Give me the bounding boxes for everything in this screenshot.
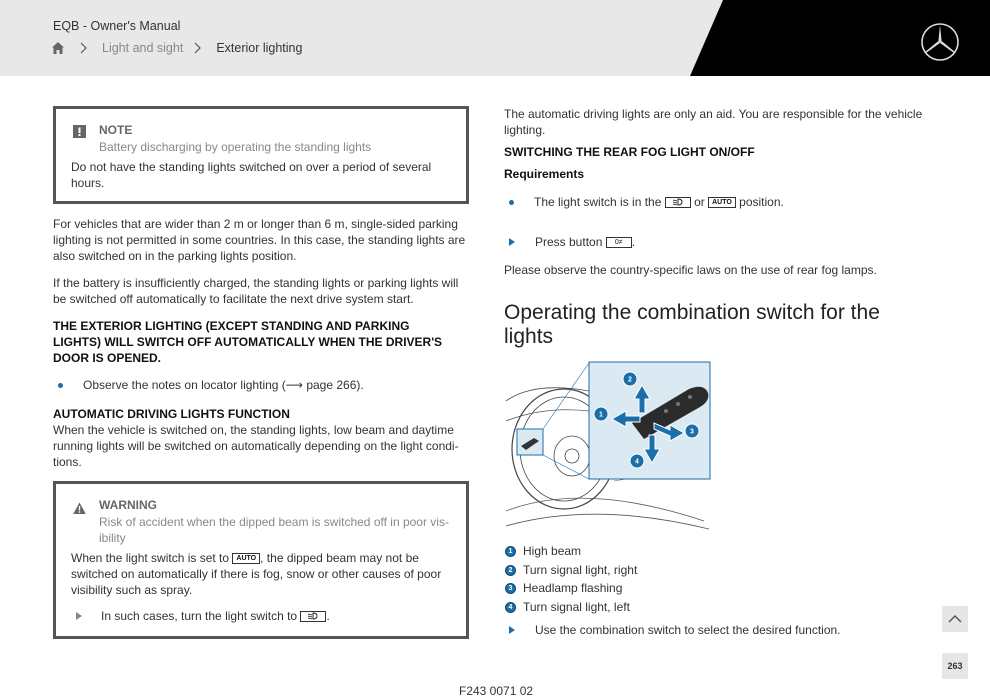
svg-text:3: 3 xyxy=(690,428,694,436)
combination-switch-illustration xyxy=(504,361,711,531)
scroll-to-top-button[interactable] xyxy=(942,606,968,632)
legend-label: High beam xyxy=(523,544,582,558)
heading-rear-fog-light: SWITCHING THE REAR FOG LIGHT ON/OFF xyxy=(504,145,755,159)
note-text: Do not have the standing lights switched on over a period of several hours. xyxy=(71,160,432,190)
figure-code: F243 0071 02 xyxy=(459,684,534,698)
home-icon[interactable] xyxy=(51,41,65,55)
heading-requirements: Requirements xyxy=(504,167,585,181)
action-text: Press button xyxy=(535,235,603,249)
legend-number-2: 2 xyxy=(505,565,516,576)
legend-item-turn-left xyxy=(505,600,630,614)
bullet-text-start: The light switch is in the xyxy=(534,195,662,209)
paragraph-automatic-driving-lights: When the vehicle is switched on, the standing lights, low beam and daytime running lights will be switched on automatically depending on the light condi-tions. xyxy=(53,423,459,469)
legend-number-4: 4 xyxy=(505,602,516,613)
paragraph-parking-lighting: For vehicles that are wider than 2 m or longer than 6 m, single-sided parking lighting is not permitted in some countries. In this case, the standing lights are also switched on in the parking lights position. xyxy=(53,217,466,263)
low-beam-key-icon xyxy=(665,197,691,208)
note-box xyxy=(53,106,469,204)
svg-text:4: 4 xyxy=(635,458,639,466)
warning-action-text: In such cases, turn the light switch to xyxy=(101,609,298,623)
paragraph-country-laws: Please observe the country-specific laws on the use of rear fog lamps. xyxy=(504,263,877,277)
action-arrow-icon xyxy=(509,626,515,634)
section-title: Operating the combination switch for the lights xyxy=(504,301,880,348)
action-press-button xyxy=(535,234,635,250)
heading-exterior-lighting-off: THE EXTERIOR LIGHTING (EXCEPT STANDING AND PARKING LIGHTS) WILL SWITCH OFF AUTOMATICALLY WHEN THE DRIVER'S DOOR IS OPENED. xyxy=(53,319,443,365)
warning-action xyxy=(101,608,330,624)
heading-automatic-driving-lights: AUTOMATIC DRIVING LIGHTS FUNCTION xyxy=(53,407,290,421)
warning-box xyxy=(53,481,469,639)
legend-item-headlamp-flashing xyxy=(505,581,622,595)
page-number-button[interactable] xyxy=(942,653,968,679)
legend-number-3: 3 xyxy=(505,583,516,594)
legend-label: Turn signal light, left xyxy=(523,600,630,614)
action-end: . xyxy=(631,235,636,249)
action-arrow-icon xyxy=(76,612,82,620)
bullet-dot xyxy=(58,383,63,388)
auto-key-icon: AUTO xyxy=(708,197,736,208)
note-label: NOTE xyxy=(99,123,133,137)
warning-action-end: . xyxy=(326,609,330,623)
legend-item-turn-right xyxy=(505,563,637,577)
action-combination-switch: Use the combination switch to select the desired function. xyxy=(535,623,841,637)
breadcrumb-exterior-lighting[interactable]: Exterior lighting xyxy=(216,41,303,55)
svg-text:1: 1 xyxy=(599,411,603,419)
chevron-right-icon xyxy=(193,42,202,54)
bullet-text-mid: or xyxy=(694,195,705,209)
warning-triangle-icon xyxy=(73,502,86,515)
document-title: EQB - Owner's Manual xyxy=(53,19,181,33)
note-subtitle: Battery discharging by operating the standing lights xyxy=(99,140,372,154)
low-beam-key-icon xyxy=(300,611,326,622)
warning-label: WARNING xyxy=(99,498,157,512)
svg-text:2: 2 xyxy=(628,376,632,384)
chevron-right-icon xyxy=(79,42,88,54)
legend-item-high-beam xyxy=(505,544,581,558)
paragraph-battery: If the battery is insufficiently charged, the standing lights or parking lights will be switched off automatically to facilitate the next drive system start. xyxy=(53,276,459,306)
action-arrow-icon xyxy=(509,238,515,246)
paragraph-aid: The automatic driving lights are only an aid. You are responsible for the vehicle lighting. xyxy=(504,107,923,137)
bullet-text-end: position. xyxy=(739,195,784,209)
exclamation-icon xyxy=(73,125,86,138)
warning-subtitle: Risk of accident when the dipped beam is switched off in poor vis-ibility xyxy=(99,515,449,545)
auto-key-icon: AUTO xyxy=(232,553,260,564)
breadcrumb xyxy=(51,41,302,55)
bullet-dot xyxy=(509,200,514,205)
legend-label: Turn signal light, right xyxy=(523,563,638,577)
warning-text xyxy=(71,550,451,598)
warning-text-end: , the dipped beam may not be switched on automatically if there is fog, snow or other causes of poor visibility such as spray. xyxy=(71,551,442,597)
chevron-up-icon xyxy=(942,606,968,632)
warning-text-start: When the light switch is set to xyxy=(71,551,230,565)
legend-number-1: 1 xyxy=(505,546,516,557)
breadcrumb-light-and-sight[interactable]: Light and sight xyxy=(102,41,184,55)
mercedes-star-logo[interactable] xyxy=(920,22,960,62)
bullet-locator-lighting: Observe the notes on locator lighting (⟶ page 266). xyxy=(83,378,364,392)
page-number: 263 xyxy=(947,661,963,671)
legend-label: Headlamp flashing xyxy=(523,581,623,595)
rear-fog-key-icon: 0≠ xyxy=(606,237,632,248)
bullet-light-switch-position xyxy=(534,194,784,210)
